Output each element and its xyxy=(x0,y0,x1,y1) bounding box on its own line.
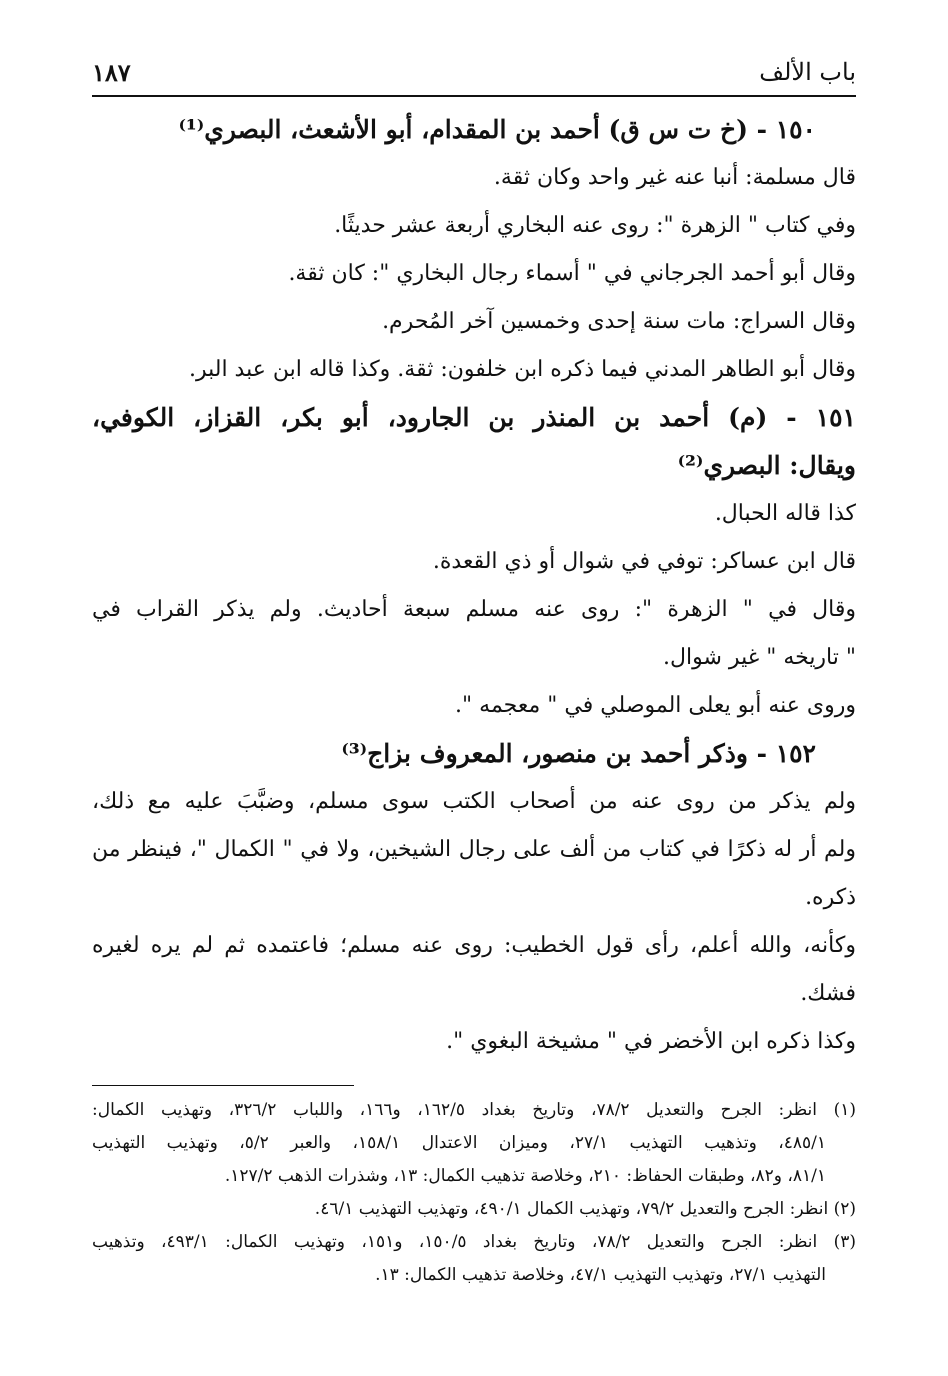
footnote-3: (٣) انظر: الجرح والتعديل ٧٨/٢، وتاريخ بغداد ١٥٠/٥، و١٥١، وتهذيب الكمال: ٤٩٣/١، وتذهيب xyxy=(92,1232,856,1252)
entry-150-heading: ١٥٠ - (خ ت س ق) أحمد بن المقدام، أبو الأشعث، البصري⁽¹⁾ xyxy=(178,115,816,144)
text-line: قال مسلمة: أنبا عنه غير واحد وكان ثقة. xyxy=(493,165,856,190)
footnote-1-cont: ٨١/١، و٨٢، وطبقات الحفاظ: ٢١٠، وخلاصة تذهيب الكمال: ١٣، وشذرات الذهب ١٢٧/٢. xyxy=(224,1166,826,1186)
page-header xyxy=(92,52,856,94)
footnote-rule xyxy=(92,1085,354,1086)
text-line: ولم أر له ذكرًا في كتاب من ألف على رجال الشيخين، ولا في " الكمال "، فينظر من xyxy=(92,837,856,862)
footnote-3-cont: التهذيب ٢٧/١، وتهذيب التهذيب ٤٧/١، وخلاصة تذهيب الكمال: ١٣. xyxy=(375,1265,826,1285)
text-line: قال ابن عساكر: توفي في شوال أو ذي القعدة. xyxy=(432,549,856,574)
text-line: وقال في " الزهرة ": روى عنه مسلم سبعة أحاديث. ولم يذكر القراب في xyxy=(92,597,856,622)
text-line: وكذا ذكره ابن الأخضر في " مشيخة البغوي ". xyxy=(446,1029,856,1054)
text-line: فشك. xyxy=(800,981,856,1006)
text-line: وكأنه، والله أعلم، رأى قول الخطيب: روى عنه مسلم؛ فاعتمده ثم لم يره لغيره xyxy=(92,933,856,958)
text-line: وقال أبو أحمد الجرجاني في " أسماء رجال البخاري ": كان ثقة. xyxy=(288,261,856,286)
entry-151-heading-cont: ويقال: البصري⁽²⁾ xyxy=(677,451,856,480)
text-line: ذكره. xyxy=(805,885,856,910)
text-line: وقال أبو الطاهر المدني فيما ذكره ابن خلفون: ثقة. وكذا قاله ابن عبد البر. xyxy=(188,357,856,382)
main-text xyxy=(92,106,856,1066)
text-line: " تاريخه " غير شوال. xyxy=(663,645,856,670)
text-line: وفي كتاب " الزهرة ": روى عنه البخاري أربعة عشر حديثًا. xyxy=(334,213,856,238)
text-line: وقال السراج: مات سنة إحدى وخمسين آخر المُحرم. xyxy=(382,309,856,334)
footnote-2: (٢) انظر: الجرح والتعديل ٧٩/٢، وتهذيب الكمال ٤٩٠/١، وتهذيب التهذيب ٤٦/١. xyxy=(314,1199,856,1219)
header-rule xyxy=(92,95,856,97)
footnote-1-cont: ٤٨٥/١، وتذهيب التهذيب ٢٧/١، وميزان الاعتدال ١٥٨/١، والعبر ٥/٢، وتهذيب التهذيب xyxy=(92,1133,827,1153)
footnotes xyxy=(92,1094,856,1292)
running-title: باب الألف xyxy=(759,58,856,86)
entry-152-heading: ١٥٢ - وذكر أحمد بن منصور، المعروف بزاج⁽³⁾ xyxy=(341,739,816,768)
text-line: وروى عنه أبو يعلى الموصلي في " معجمه ". xyxy=(455,693,856,718)
footnote-1: (١) انظر: الجرح والتعديل ٧٨/٢، وتاريخ بغداد ١٦٢/٥، و١٦٦، واللباب ٣٢٦/٢، وتهذيب الكمال: xyxy=(92,1100,856,1120)
text-line: كذا قاله الحبال. xyxy=(714,501,856,526)
page-number: ١٨٧ xyxy=(92,58,131,87)
text-line: ولم يذكر من روى عنه من أصحاب الكتب سوى مسلم، وضبَّبَ عليه مع ذلك، xyxy=(92,789,856,814)
entry-151-heading: ١٥١ - (م) أحمد بن المنذر بن الجارود، أبو بكر، القزاز، الكوفي، xyxy=(92,403,856,432)
